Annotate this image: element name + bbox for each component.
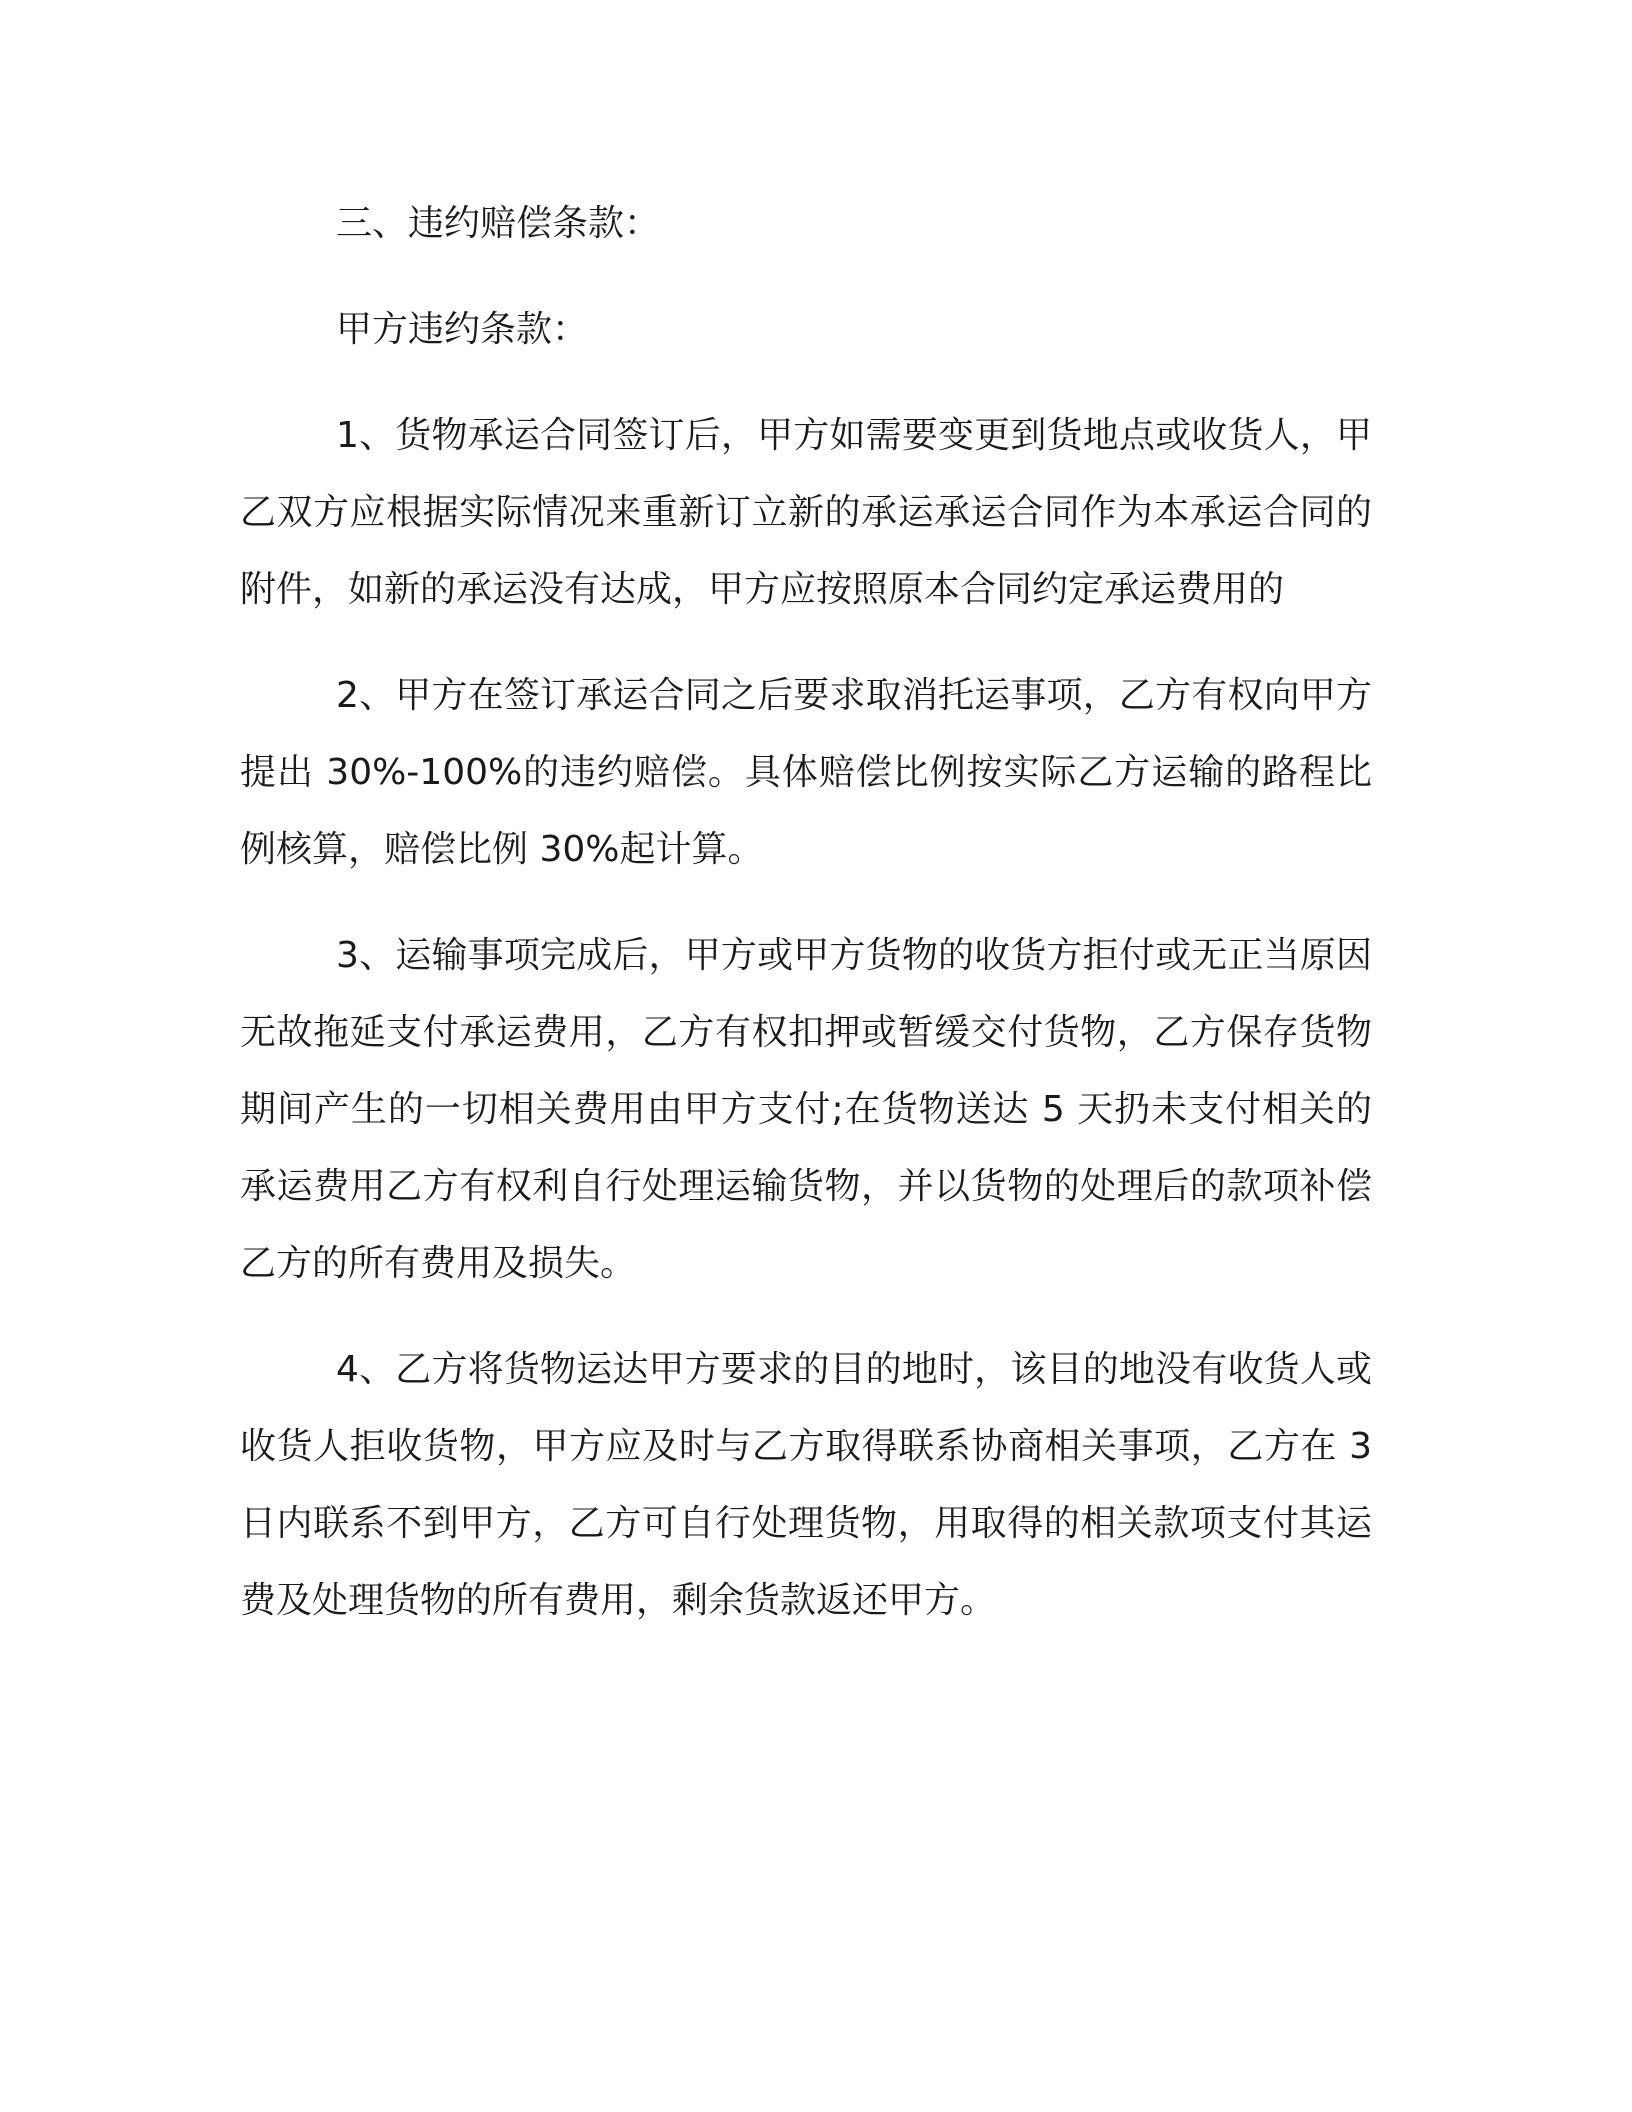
section-title: 三、违约赔偿条款： [336, 203, 661, 244]
clause-1: 1、货物承运合同签订后，甲方如需要变更到货地点或收货人，甲乙双方应根据实际情况来重新订立新的承运承运合同作为本承运合同的附件，如新的承运没有达成，甲方应按照原本合同约定承运费用的 [240, 415, 1372, 610]
clause-2: 2、甲方在签订承运合同之后要求取消托运事项，乙方有权向甲方提出 30%-100%的违约赔偿。具体赔偿比例按实际乙方运输的路程比例核算，赔偿比例 30%起计算。 [240, 675, 1372, 870]
clause-4: 4、乙方将货物运达甲方要求的目的地时，该目的地没有收货人或收货人拒收货物，甲方应及时与乙方取得联系协商相关事项，乙方在 3 日内联系不到甲方，乙方可自行处理货物，用取得的相关款项支付其运费及处理货物的所有费用，剩余货款返还甲方。 [240, 1349, 1372, 1621]
clause-3: 3、运输事项完成后，甲方或甲方货物的收货方拒付或无正当原因无故拖延支付承运费用，乙方有权扣押或暂缓交付货物，乙方保存货物期间产生的一切相关费用由甲方支付;在货物送达 5 天扔未支付相关的承运费用乙方有权利自行处理运输货物，并以货物的处理后的款项补偿乙方的所有费用及损失。 [240, 935, 1372, 1284]
document-body [240, 185, 1372, 1639]
party-a-breach-heading: 甲方违约条款： [336, 309, 589, 350]
